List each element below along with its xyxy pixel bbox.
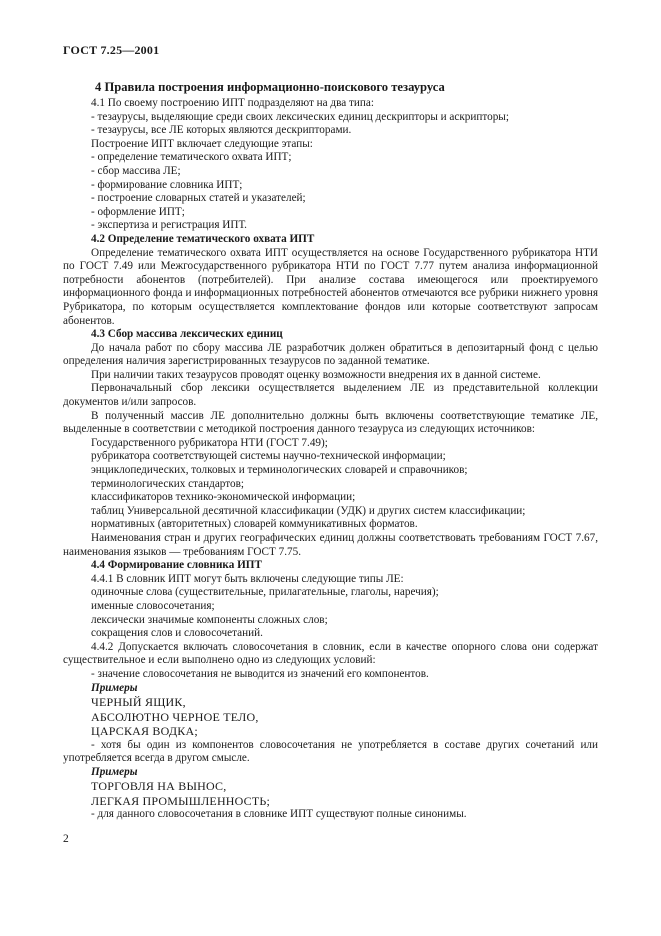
paragraph: При наличии таких тезаурусов проводят оценку возможности внедрения их в данной системе. — [91, 368, 541, 381]
example-item: ЦАРСКАЯ ВОДКА; — [91, 724, 198, 739]
list-item: Государственного рубрикатора НТИ (ГОСТ 7.49); — [91, 436, 328, 449]
page-number: 2 — [63, 833, 69, 845]
list-item: - определение тематического охвата ИПТ; — [91, 151, 292, 164]
list-item: одиночные слова (существительные, прилагательные, глаголы, наречия); — [91, 586, 439, 599]
paragraph-4-1: 4.1 По своему построению ИПТ подразделяют на два типа: — [91, 97, 374, 109]
document-header: ГОСТ 7.25—2001 — [63, 43, 160, 57]
section-title: 4 Правила построения информационно-поискового тезауруса — [95, 80, 445, 94]
paragraph: Наименования стран и других географических единиц должны соответствовать требованиям ГОСТ 7.67, наименования языков — требованиям ГОСТ 7.75. — [63, 532, 598, 558]
paragraph: Определение тематического охвата ИПТ осуществляется на основе Государственного рубрикатора НТИ по ГОСТ 7.49 или Межгосударственного рубрикатора НТИ по ГОСТ 7.77 путем анализа информационной потребности абонентов (потребителей). При анализе состава имеющегося или проектируемого информационного фонда и информационных потребностей абонентов отмечаются все рубрики нижнего уровня Рубрикатора, по которым осуществляется комплектование фондов или которые соответствуют запросам абонентов. — [63, 246, 598, 327]
list-item: - сбор массива ЛЕ; — [91, 164, 181, 177]
example-item: ЛЕГКАЯ ПРОМЫШЛЕННОСТЬ; — [91, 793, 271, 808]
list-item: нормативных (авторитетных) словарей коммуникативных форматов. — [91, 518, 418, 531]
list-item: именные словосочетания; — [91, 599, 215, 612]
condition-item: - хотя бы один из компонентов словосочетания не употребляется в составе других сочетаний или употребляется всегда в другом смысле. — [63, 738, 598, 765]
list-item: рубрикатора соответствующей системы научно-технической информации; — [91, 450, 446, 463]
list-item: - формирование словника ИПТ; — [91, 178, 243, 191]
list-item: сокращения слов и словосочетаний. — [91, 627, 263, 640]
list-item: - экспертиза и регистрация ИПТ. — [91, 219, 247, 232]
list-item: - оформление ИПТ; — [91, 205, 185, 218]
condition-item: - значение словосочетания не выводится из значений его компонентов. — [91, 667, 429, 680]
condition-item: - для данного словосочетания в словнике ИПТ существуют полные синонимы. — [91, 808, 467, 821]
examples-label: Примеры — [91, 681, 138, 694]
stages-intro: Построение ИПТ включает следующие этапы: — [91, 137, 313, 150]
examples-label: Примеры — [91, 765, 138, 778]
list-item: энциклопедических, толковых и терминологических словарей и справочников; — [91, 464, 468, 477]
paragraph: До начала работ по сбору массива ЛЕ разработчик должен обратиться в депозитарный фонд с целью определения наличия зарегистрированных тезаурусов по заданной тематике. — [63, 341, 598, 368]
example-item: АБСОЛЮТНО ЧЕРНОЕ ТЕЛО, — [91, 709, 259, 724]
paragraph: Первоначальный сбор лексики осуществляется выделением ЛЕ из представительной коллекции документов и/или запросов. — [63, 382, 598, 409]
list-item: терминологических стандартов; — [91, 477, 244, 490]
heading-4-4: 4.4 Формирование словника ИПТ — [91, 559, 262, 572]
heading-4-3: 4.3 Сбор массива лексических единиц — [91, 328, 283, 341]
list-item: лексически значимые компоненты сложных слов; — [91, 613, 328, 626]
paragraph-4-4-2: 4.4.2 Допускается включать словосочетания в словник, если в качестве опорного слова они содержат существительное и если выполнено одно из следующих условий: — [63, 640, 598, 667]
list-item: таблиц Универсальной десятичной классификации (УДК) и других систем классификации; — [91, 504, 526, 517]
example-item: ЧЕРНЫЙ ЯЩИК, — [91, 695, 186, 710]
list-item: - тезаурусы, все ЛЕ которых являются дескрипторами. — [91, 124, 352, 137]
document-body — [63, 97, 598, 822]
paragraph-4-4-1: 4.4.1 В словник ИПТ могут быть включены следующие типы ЛЕ: — [91, 572, 404, 585]
heading-4-2: 4.2 Определение тематического охвата ИПТ — [91, 232, 315, 245]
list-item: классификаторов технико-экономической информации; — [91, 491, 356, 504]
example-item: ТОРГОВЛЯ НА ВЫНОС, — [91, 779, 227, 794]
list-item: - тезаурусы, выделяющие среди своих лексических единиц дескрипторы и аскрипторы; — [91, 110, 509, 123]
paragraph: В полученный массив ЛЕ дополнительно должны быть включены соответствующие тематике ЛЕ, выделенные в соответствии с методикой построения данного тезауруса из следующих источников: — [63, 409, 598, 436]
list-item: - построение словарных статей и указателей; — [91, 192, 306, 205]
